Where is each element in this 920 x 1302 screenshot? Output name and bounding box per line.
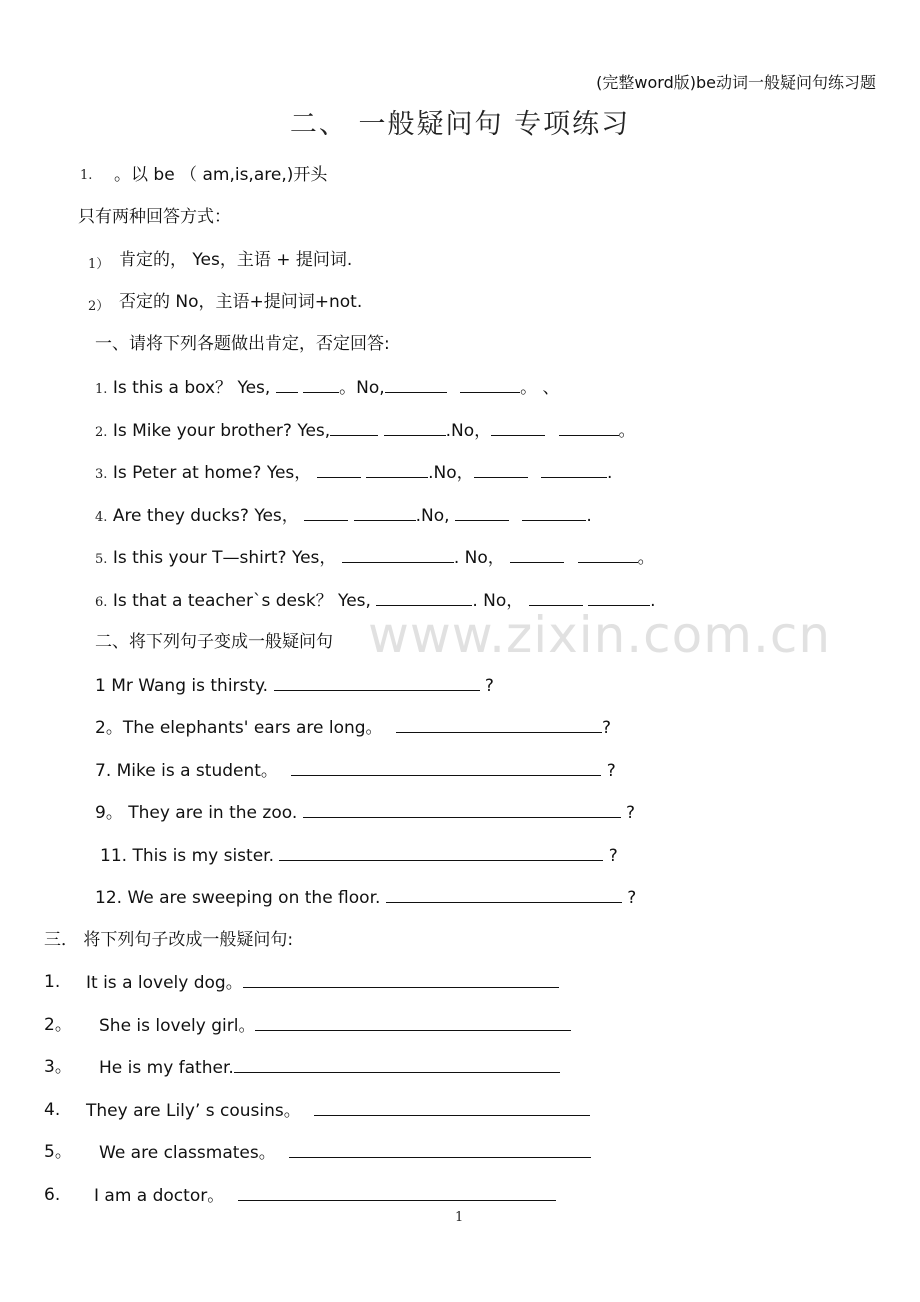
s1-item-2-question: Is Mike your brother? Yes, <box>112 421 331 441</box>
section1-heading: 一、请将下列各题做出肯定，否定回答: <box>95 334 390 354</box>
s3-item-1-text: It is a lovely dog。 <box>86 973 243 993</box>
s3-item-6 <box>94 1184 556 1207</box>
answer-blank[interactable] <box>342 546 454 563</box>
s3-item-4 <box>86 1099 590 1122</box>
answer-blank[interactable] <box>385 376 447 393</box>
s1-item-5 <box>95 546 655 571</box>
s1-item-1-end: 。 、 <box>520 378 560 398</box>
s2-item-6 <box>95 886 636 909</box>
answer-mode-2-number: 2） <box>88 299 110 314</box>
s2-item-4-text: 9。 They are in the zoo. <box>95 803 298 823</box>
answer-blank[interactable] <box>522 504 586 521</box>
s2-item-6-end: ? <box>627 888 637 908</box>
s3-item-6-number: 6. <box>44 1185 61 1205</box>
s3-item-4-text: They are Lily’ s cousins。 <box>86 1101 301 1121</box>
s1-item-4-number: 4. <box>95 510 108 525</box>
s1-item-4-end: . <box>586 506 592 526</box>
answer-blank[interactable] <box>354 504 416 521</box>
s2-item-5-text: 11. This is my sister. <box>100 846 274 866</box>
s1-item-2-mid: .No， <box>445 421 492 441</box>
s1-item-1-question: Is this a box？ Yes, <box>112 378 271 398</box>
s2-item-3 <box>95 759 616 782</box>
s1-item-4-mid: .No, <box>415 506 450 526</box>
answer-blank[interactable] <box>317 461 361 478</box>
s2-item-4-end: ? <box>626 803 636 823</box>
s1-item-3-mid: .No， <box>428 463 474 483</box>
answer-blank[interactable] <box>366 461 428 478</box>
s2-item-2-text: 2。The elephants' ears are long。 <box>95 718 383 738</box>
s3-item-5-text: We are classmates。 <box>99 1143 276 1163</box>
s2-item-5 <box>100 844 618 867</box>
answer-mode-1-number: 1） <box>88 257 110 272</box>
answer-blank[interactable] <box>455 504 509 521</box>
s1-item-4 <box>95 504 592 529</box>
answer-blank[interactable] <box>289 1141 591 1158</box>
answer-blank[interactable] <box>578 546 638 563</box>
s1-item-5-end: 。 <box>637 548 655 568</box>
s3-item-3-text: He is my father. <box>99 1058 234 1078</box>
s2-item-2 <box>95 716 611 739</box>
answer-blank[interactable] <box>588 589 650 606</box>
answer-mode-2-text: 否定的 No，主语+提问词+not. <box>119 292 363 312</box>
s1-item-2 <box>95 419 636 444</box>
s3-item-1-number: 1. <box>44 972 61 992</box>
answer-blank[interactable] <box>238 1184 556 1201</box>
answer-blank[interactable] <box>234 1056 560 1073</box>
s1-item-2-end: 。 <box>618 421 636 441</box>
answer-blank[interactable] <box>396 716 602 733</box>
s3-item-3 <box>99 1056 560 1079</box>
s1-item-1-mid: 。No, <box>339 378 385 398</box>
answer-blank[interactable] <box>529 589 583 606</box>
s3-item-5 <box>99 1141 591 1164</box>
answer-blank[interactable] <box>279 844 603 861</box>
s1-item-4-question: Are they ducks? Yes， <box>112 506 299 526</box>
doc-header-title: (完整word版)be动词一般疑问句练习题 <box>596 73 876 92</box>
s3-item-1 <box>86 971 559 994</box>
s1-item-3-number: 3. <box>95 467 108 482</box>
answer-blank[interactable] <box>304 504 348 521</box>
s2-item-2-end: ? <box>601 718 611 738</box>
page-title: 二、 一般疑问句 专项练习 <box>289 109 631 140</box>
s3-item-6-text: I am a doctor。 <box>94 1186 225 1206</box>
s2-item-3-end: ? <box>606 761 616 781</box>
s2-item-5-end: ? <box>608 846 618 866</box>
s2-item-1-end: ? <box>484 676 494 696</box>
s1-item-6-end: . <box>650 591 656 611</box>
s1-item-5-number: 5. <box>95 552 108 567</box>
answer-blank[interactable] <box>384 419 446 436</box>
s3-item-4-number: 4. <box>44 1100 61 1120</box>
answer-blank[interactable] <box>541 461 607 478</box>
answer-blank[interactable] <box>274 674 480 691</box>
s1-item-1 <box>95 376 559 401</box>
s2-item-1-text: 1 Mr Wang is thirsty. <box>95 676 269 696</box>
s1-item-3-question: Is Peter at home? Yes， <box>112 463 312 483</box>
answer-mode-1-text: 肯定的， Yes，主语 + 提问词. <box>119 250 353 270</box>
answer-blank[interactable] <box>491 419 545 436</box>
page-number: 1 <box>455 1210 464 1225</box>
answer-blank[interactable] <box>303 376 339 393</box>
s1-item-6-number: 6. <box>95 595 108 610</box>
s1-item-2-number: 2. <box>95 425 108 440</box>
answer-modes-line: 只有两种回答方式： <box>78 207 231 227</box>
s1-item-5-question: Is this your T—shirt? Yes， <box>112 548 337 568</box>
s3-item-2 <box>99 1014 571 1037</box>
answer-blank[interactable] <box>291 759 601 776</box>
s3-item-5-number: 5。 <box>44 1142 72 1162</box>
s2-item-4 <box>95 801 635 824</box>
s2-item-6-text: 12. We are sweeping on the floor. <box>95 888 381 908</box>
answer-blank[interactable] <box>330 419 378 436</box>
answer-blank[interactable] <box>243 971 559 988</box>
answer-blank[interactable] <box>255 1014 571 1031</box>
answer-blank[interactable] <box>559 419 619 436</box>
section2-heading: 二、将下列句子变成一般疑问句 <box>95 632 333 652</box>
s1-item-3 <box>95 461 612 486</box>
watermark: www.zixin.com.cn <box>368 606 832 664</box>
s3-item-2-number: 2。 <box>44 1015 72 1035</box>
intro-text: 。以 be （ am,is,are,)开头 <box>114 165 328 185</box>
answer-blank[interactable] <box>510 546 564 563</box>
s3-item-3-number: 3。 <box>44 1057 72 1077</box>
s1-item-6-mid: . No， <box>472 591 524 611</box>
answer-blank[interactable] <box>303 801 621 818</box>
answer-blank[interactable] <box>474 461 528 478</box>
s3-item-2-text: She is lovely girl。 <box>99 1016 256 1036</box>
s2-item-3-text: 7. Mike is a student。 <box>95 761 278 781</box>
s1-item-6-question: Is that a teacher`s desk？ Yes, <box>112 591 371 611</box>
s1-item-1-number: 1. <box>95 382 108 397</box>
s1-item-3-end: . <box>607 463 613 483</box>
intro-number: 1. <box>80 168 93 183</box>
answer-blank[interactable] <box>314 1099 590 1116</box>
answer-blank[interactable] <box>386 886 622 903</box>
answer-blank[interactable] <box>460 376 520 393</box>
section3-heading: 三． 将下列句子改成一般疑问句: <box>44 930 294 950</box>
s2-item-1 <box>95 674 494 697</box>
answer-blank[interactable] <box>276 376 298 393</box>
s1-item-5-mid: . No， <box>453 548 505 568</box>
answer-blank[interactable] <box>376 589 472 606</box>
